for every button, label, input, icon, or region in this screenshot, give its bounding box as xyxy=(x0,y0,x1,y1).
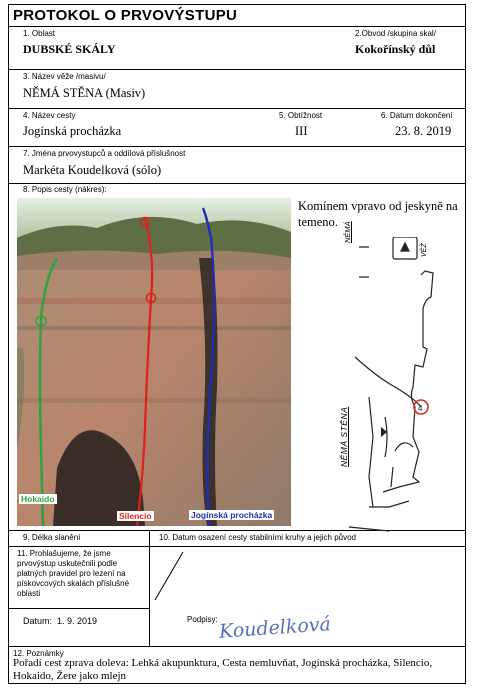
obtiznost-label: 5. Obtížnost xyxy=(279,111,323,120)
topo-label-vez: VĚŽ xyxy=(421,243,428,257)
topo-label-wall: NĚMÁ STĚNA xyxy=(339,406,349,467)
route-label-silencio: Silencio xyxy=(119,511,152,521)
slaneni-label: 9. Délka slanění xyxy=(23,533,81,542)
prohlaseni-text: 11. Prohlašujeme, že jsme prvovýstup uskutečnili podle platných pravidel pro lezení na pískovcových skalách příslušné oblasti xyxy=(17,549,130,598)
form-title: PROTOKOL O PRVOVÝSTUPU xyxy=(13,7,238,24)
vez-value: NĚMÁ STĚNA (Masiv) xyxy=(23,86,146,100)
popis-label: 8. Popis cesty (nákres): xyxy=(23,185,107,194)
protocol-form xyxy=(8,4,466,684)
poznamky-value: Pořadí cest zprava doleva: Lehká akupunktura, Cesta nemluvňat, Jogínská procházka, Silencio, Hokaido, Žere jako mlejn xyxy=(13,657,433,682)
datum-value: 23. 8. 2019 xyxy=(395,124,452,138)
svg-text:4: 4 xyxy=(418,404,423,413)
signature: Koudelková xyxy=(218,613,332,643)
divider xyxy=(9,646,465,647)
datum2-value: 1. 9. 2019 xyxy=(57,616,98,626)
route-photo xyxy=(17,198,291,526)
route-label-joginska: Jogínská procházka xyxy=(191,510,273,520)
podpis-label: Podpisy: xyxy=(187,615,218,624)
obvod-value: Kokořínský důl xyxy=(355,42,436,56)
topo-label-nema: NĚMÁ xyxy=(343,221,352,243)
divider xyxy=(9,608,149,609)
divider xyxy=(9,26,465,27)
osazeni-label: 10. Datum osazení cesty stabilními kruhy a jejich původ xyxy=(159,533,356,542)
prvovystup-label: 7. Jména prvovystupců a oddílová příslušnost xyxy=(23,149,186,158)
obvod-label: 2.Obvod /skupina skal/ xyxy=(355,29,436,38)
oblast-label: 1. Oblast xyxy=(23,29,56,38)
datum2-label: Datum: xyxy=(23,616,53,626)
prvovystup-value: Markéta Koudelková (sólo) xyxy=(23,163,162,177)
divider xyxy=(9,69,465,70)
divider xyxy=(9,146,465,147)
cesta-value: Jogínská procházka xyxy=(23,124,122,138)
rock-photo-illustration xyxy=(17,198,291,526)
obtiznost-value: III xyxy=(295,124,308,138)
topo-drawing xyxy=(329,237,463,535)
vez-label: 3. Název věže /masivu/ xyxy=(23,72,106,81)
divider xyxy=(9,108,465,109)
poznamky-label: 12. Poznámky xyxy=(13,649,64,658)
oblast-value: DUBSKÉ SKÁLY xyxy=(23,42,116,56)
route-label-hokaido: Hokaido xyxy=(21,494,55,504)
divider xyxy=(9,183,465,184)
cesta-label: 4. Název cesty xyxy=(23,111,76,120)
datum-label: 6. Datum dokončení xyxy=(381,111,453,120)
popis-text: Komínem vpravo od jeskyně na temeno. xyxy=(298,199,458,229)
topo-sketch xyxy=(329,221,463,535)
